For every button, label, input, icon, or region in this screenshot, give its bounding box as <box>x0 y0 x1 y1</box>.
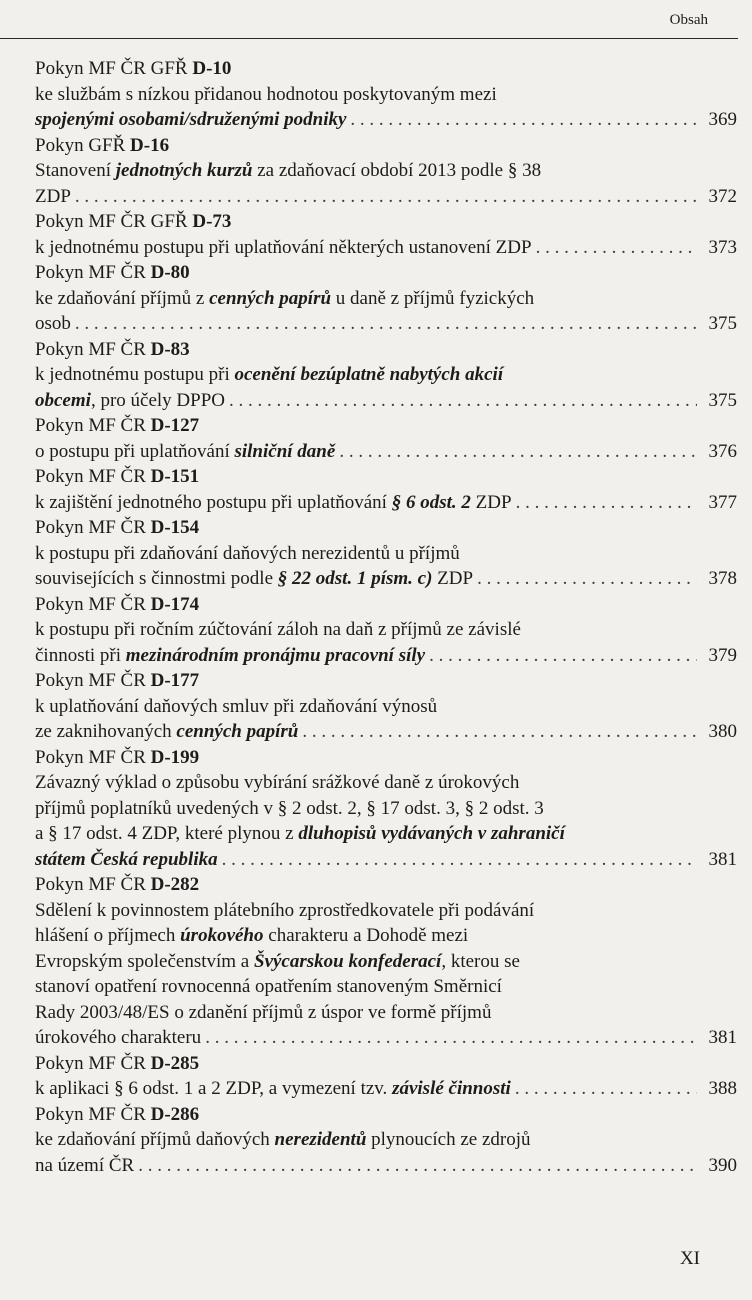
entry-issuer: Pokyn MF ČR <box>35 593 151 615</box>
entry-text: k postupu při ročním zúčtování záloh na daň z příjmů ze závislé <box>35 619 521 640</box>
page-folio: XI <box>679 1248 700 1269</box>
entry-leader-line <box>35 388 737 414</box>
entry-text: Sdělení k povinnostem plátebního zprostředkovatele při podávání <box>35 899 535 921</box>
entry-text: k aplikaci § 6 odst. 1 a 2 ZDP, a vymezení tzv. <box>35 1078 393 1099</box>
entry-description-line <box>35 541 737 567</box>
entry-description-line <box>35 184 71 210</box>
entry-description-line <box>35 617 737 643</box>
entry-text: u daně z příjmů fyzických <box>331 287 535 309</box>
dot-leader <box>516 490 697 516</box>
toc-entry[interactable] <box>35 1051 737 1102</box>
page-number: 381 <box>708 1027 737 1048</box>
toc-entry[interactable] <box>35 1102 737 1179</box>
entry-description-line <box>35 158 737 184</box>
entry-description-line <box>35 898 737 924</box>
emphasized-text: spojenými osobami/sdruženými podniky <box>35 109 347 130</box>
page-number: 372 <box>708 185 737 207</box>
entry-heading <box>35 745 737 771</box>
entry-description-line <box>35 974 737 1000</box>
entry-description-line <box>35 566 473 592</box>
entry-text: plynoucích ze zdrojů <box>366 1129 531 1150</box>
entry-description-line <box>35 949 737 975</box>
dot-leader <box>429 643 697 669</box>
entry-issuer: Pokyn MF ČR GFŘ <box>35 58 193 79</box>
entry-issuer: Pokyn MF ČR <box>35 874 151 895</box>
page-number: 378 <box>708 568 737 589</box>
entry-text: ze zaknihovaných <box>35 721 177 742</box>
emphasized-text: státem Česká republika <box>35 848 218 870</box>
toc-entry[interactable] <box>35 464 737 515</box>
entry-code: D-154 <box>150 517 200 538</box>
entry-leader-line <box>35 107 737 133</box>
entry-leader-line <box>35 439 737 465</box>
entry-code: D-177 <box>150 670 200 691</box>
entry-leader-line <box>35 719 737 745</box>
entry-text: a § 17 odst. 4 ZDP, které plynou z <box>35 823 299 844</box>
entry-leader-line <box>35 490 737 516</box>
entry-heading <box>35 464 737 490</box>
entry-heading <box>35 337 737 363</box>
entry-text: Stanovení <box>35 160 116 181</box>
entry-heading <box>35 1051 737 1077</box>
entry-description-line <box>35 821 737 847</box>
entry-text: stanoví opatření rovnocenná opatřením stanoveným Směrnicí <box>35 976 502 997</box>
entry-description-line <box>35 311 71 337</box>
entry-text: činnosti při <box>35 644 126 666</box>
entry-description-line <box>35 362 737 388</box>
entry-text: k jednotnému postupu při uplatňování některých ustanovení ZDP <box>35 236 532 258</box>
entry-text: charakteru a Dohodě mezi <box>263 925 469 946</box>
toc-entry[interactable] <box>35 260 737 337</box>
entry-heading <box>35 56 737 82</box>
page-number: 373 <box>708 236 737 258</box>
emphasized-text: obcemi <box>35 389 91 411</box>
dot-leader <box>339 439 697 465</box>
entry-heading <box>35 133 737 159</box>
entry-text: ke zdaňování příjmů z <box>35 287 210 309</box>
entry-text: osob <box>35 313 71 334</box>
entry-description-line <box>35 796 737 822</box>
emphasized-text: dluhopisů vydávaných v zahraničí <box>298 823 565 844</box>
table-of-contents <box>35 56 737 1178</box>
entry-text: k uplatňování daňových smluv při zdaňování výnosů <box>35 695 438 717</box>
entry-description-line <box>35 694 737 720</box>
entry-description-line <box>35 923 737 949</box>
entry-description-line <box>35 1127 737 1153</box>
entry-text: Rady 2003/48/ES o zdanění příjmů z úspor ve formě příjmů <box>35 1001 492 1023</box>
entry-text: souvisejících s činnostmi podle <box>35 568 278 589</box>
entry-text: za zdaňovací období 2013 podle § 38 <box>252 160 542 181</box>
entry-description-line <box>35 719 298 745</box>
entry-description-line <box>35 82 737 108</box>
page-number: 379 <box>708 644 737 666</box>
entry-text: úrokového charakteru <box>35 1027 202 1048</box>
entry-description-line <box>35 490 512 516</box>
entry-text: hlášení o příjmech <box>35 925 181 946</box>
entry-text: ZDP <box>470 491 512 513</box>
entry-text: Závazný výklad o způsobu vybírání srážkové daně z úrokových <box>35 772 520 793</box>
toc-entry[interactable] <box>35 56 737 133</box>
entry-description-line <box>35 1000 737 1026</box>
emphasized-text: cenných papírů <box>209 287 332 309</box>
entry-description-line <box>35 1025 201 1051</box>
entry-text: ke službám s nízkou přidanou hodnotou poskytovaným mezi <box>35 83 497 105</box>
entry-code: D-174 <box>150 593 200 615</box>
dot-leader <box>302 719 697 745</box>
page-number: 377 <box>708 491 737 513</box>
entry-description-line <box>35 643 425 669</box>
toc-entry[interactable] <box>35 592 737 669</box>
page-number: 375 <box>708 389 737 411</box>
entry-issuer: Pokyn MF ČR <box>35 670 151 691</box>
entry-issuer: Pokyn MF ČR GFŘ <box>35 211 193 232</box>
page-number: 390 <box>708 1154 737 1176</box>
entry-text: k postupu při zdaňování daňových nerezidentů u příjmů <box>35 542 460 564</box>
entry-issuer: Pokyn GFŘ <box>35 134 131 156</box>
entry-description-line <box>35 107 346 133</box>
emphasized-text: nerezidentů <box>274 1129 367 1150</box>
entry-leader-line <box>35 566 737 592</box>
toc-entry[interactable] <box>35 413 737 464</box>
emphasized-text: § 6 odst. 2 <box>391 491 471 513</box>
entry-text: k zajištění jednotného postupu při uplatňování <box>35 491 392 513</box>
entry-heading <box>35 1102 737 1128</box>
entry-code: D-285 <box>150 1052 200 1074</box>
entry-text: příjmů poplatníků uvedených v § 2 odst. 2, § 17 odst. 3, § 2 odst. 3 <box>35 797 544 819</box>
entry-text: k jednotnému postupu při <box>35 364 235 385</box>
entry-heading <box>35 668 737 694</box>
toc-entry[interactable] <box>35 337 737 414</box>
dot-leader <box>138 1153 697 1179</box>
emphasized-text: ocenění bezúplatně nabytých akcií <box>234 364 504 385</box>
entry-leader-line <box>35 1025 737 1051</box>
entry-code: D-199 <box>150 746 200 768</box>
toc-entry[interactable] <box>35 745 737 873</box>
toc-entry[interactable] <box>35 515 737 592</box>
toc-entry[interactable] <box>35 209 737 260</box>
header-rule <box>0 38 738 39</box>
page-number: 380 <box>708 721 737 742</box>
entry-issuer: Pokyn MF ČR <box>35 415 151 436</box>
emphasized-text: § 22 odst. 1 písm. c) <box>277 568 433 589</box>
entry-code: D-151 <box>150 466 200 487</box>
entry-text: , kterou se <box>441 950 520 972</box>
dot-leader <box>75 184 697 210</box>
entry-leader-line <box>35 184 737 210</box>
toc-entry[interactable] <box>35 668 737 745</box>
emphasized-text: mezinárodním pronájmu pracovní síly <box>125 644 426 666</box>
entry-text: na území ČR <box>35 1154 135 1176</box>
emphasized-text: závislé činnosti <box>392 1078 511 1099</box>
page-header-title: Obsah <box>669 12 708 28</box>
entry-heading <box>35 592 737 618</box>
entry-code: D-80 <box>150 262 190 283</box>
entry-issuer: Pokyn MF ČR <box>35 746 151 768</box>
entry-code: D-127 <box>150 415 200 436</box>
page-number: 376 <box>708 440 737 462</box>
page-number: 381 <box>708 848 737 870</box>
emphasized-text: silniční daně <box>234 440 336 462</box>
entry-text: ZDP <box>432 568 474 589</box>
entry-text: Evropským společenstvím a <box>35 950 254 972</box>
entry-leader-line <box>35 847 737 873</box>
entry-code: D-73 <box>192 211 232 232</box>
entry-code: D-282 <box>150 874 200 895</box>
entry-text: , pro účely DPPO <box>90 389 225 411</box>
emphasized-text: jednotných kurzů <box>115 160 253 181</box>
entry-issuer: Pokyn MF ČR <box>35 262 151 283</box>
entry-leader-line <box>35 1076 737 1102</box>
toc-entry[interactable] <box>35 872 737 1051</box>
entry-text: o postupu při uplatňování <box>35 440 235 462</box>
page-number: 375 <box>708 313 737 334</box>
entry-description-line <box>35 1153 134 1179</box>
entry-heading <box>35 260 737 286</box>
entry-heading <box>35 515 737 541</box>
emphasized-text: Švýcarskou konfederací <box>254 950 442 972</box>
entry-heading <box>35 209 737 235</box>
dot-leader <box>536 235 697 261</box>
dot-leader <box>477 566 697 592</box>
dot-leader <box>222 847 697 873</box>
entry-leader-line <box>35 311 737 337</box>
entry-leader-line <box>35 1153 737 1179</box>
dot-leader <box>350 107 697 133</box>
entry-code: D-16 <box>130 134 170 156</box>
entry-text: ke zdaňování příjmů daňových <box>35 1129 275 1150</box>
page-number: 369 <box>708 109 737 130</box>
page-number: 388 <box>708 1078 737 1099</box>
dot-leader <box>205 1025 697 1051</box>
entry-description-line <box>35 388 225 414</box>
emphasized-text: cenných papírů <box>176 721 299 742</box>
entry-issuer: Pokyn MF ČR <box>35 517 151 538</box>
entry-description-line <box>35 770 737 796</box>
entry-description-line <box>35 286 737 312</box>
entry-code: D-10 <box>192 58 232 79</box>
entry-issuer: Pokyn MF ČR <box>35 338 151 360</box>
entry-heading <box>35 872 737 898</box>
toc-entry[interactable] <box>35 133 737 210</box>
dot-leader <box>75 311 697 337</box>
entry-description-line <box>35 235 532 261</box>
entry-issuer: Pokyn MF ČR <box>35 466 151 487</box>
entry-description-line <box>35 439 335 465</box>
entry-leader-line <box>35 643 737 669</box>
dot-leader <box>229 388 697 414</box>
entry-description-line <box>35 847 218 873</box>
entry-issuer: Pokyn MF ČR <box>35 1052 151 1074</box>
entry-description-line <box>35 1076 511 1102</box>
dot-leader <box>515 1076 697 1102</box>
entry-text: ZDP <box>35 185 71 207</box>
entry-leader-line <box>35 235 737 261</box>
entry-code: D-83 <box>150 338 190 360</box>
entry-heading <box>35 413 737 439</box>
emphasized-text: úrokového <box>180 925 264 946</box>
entry-issuer: Pokyn MF ČR <box>35 1103 151 1125</box>
entry-code: D-286 <box>150 1103 200 1125</box>
